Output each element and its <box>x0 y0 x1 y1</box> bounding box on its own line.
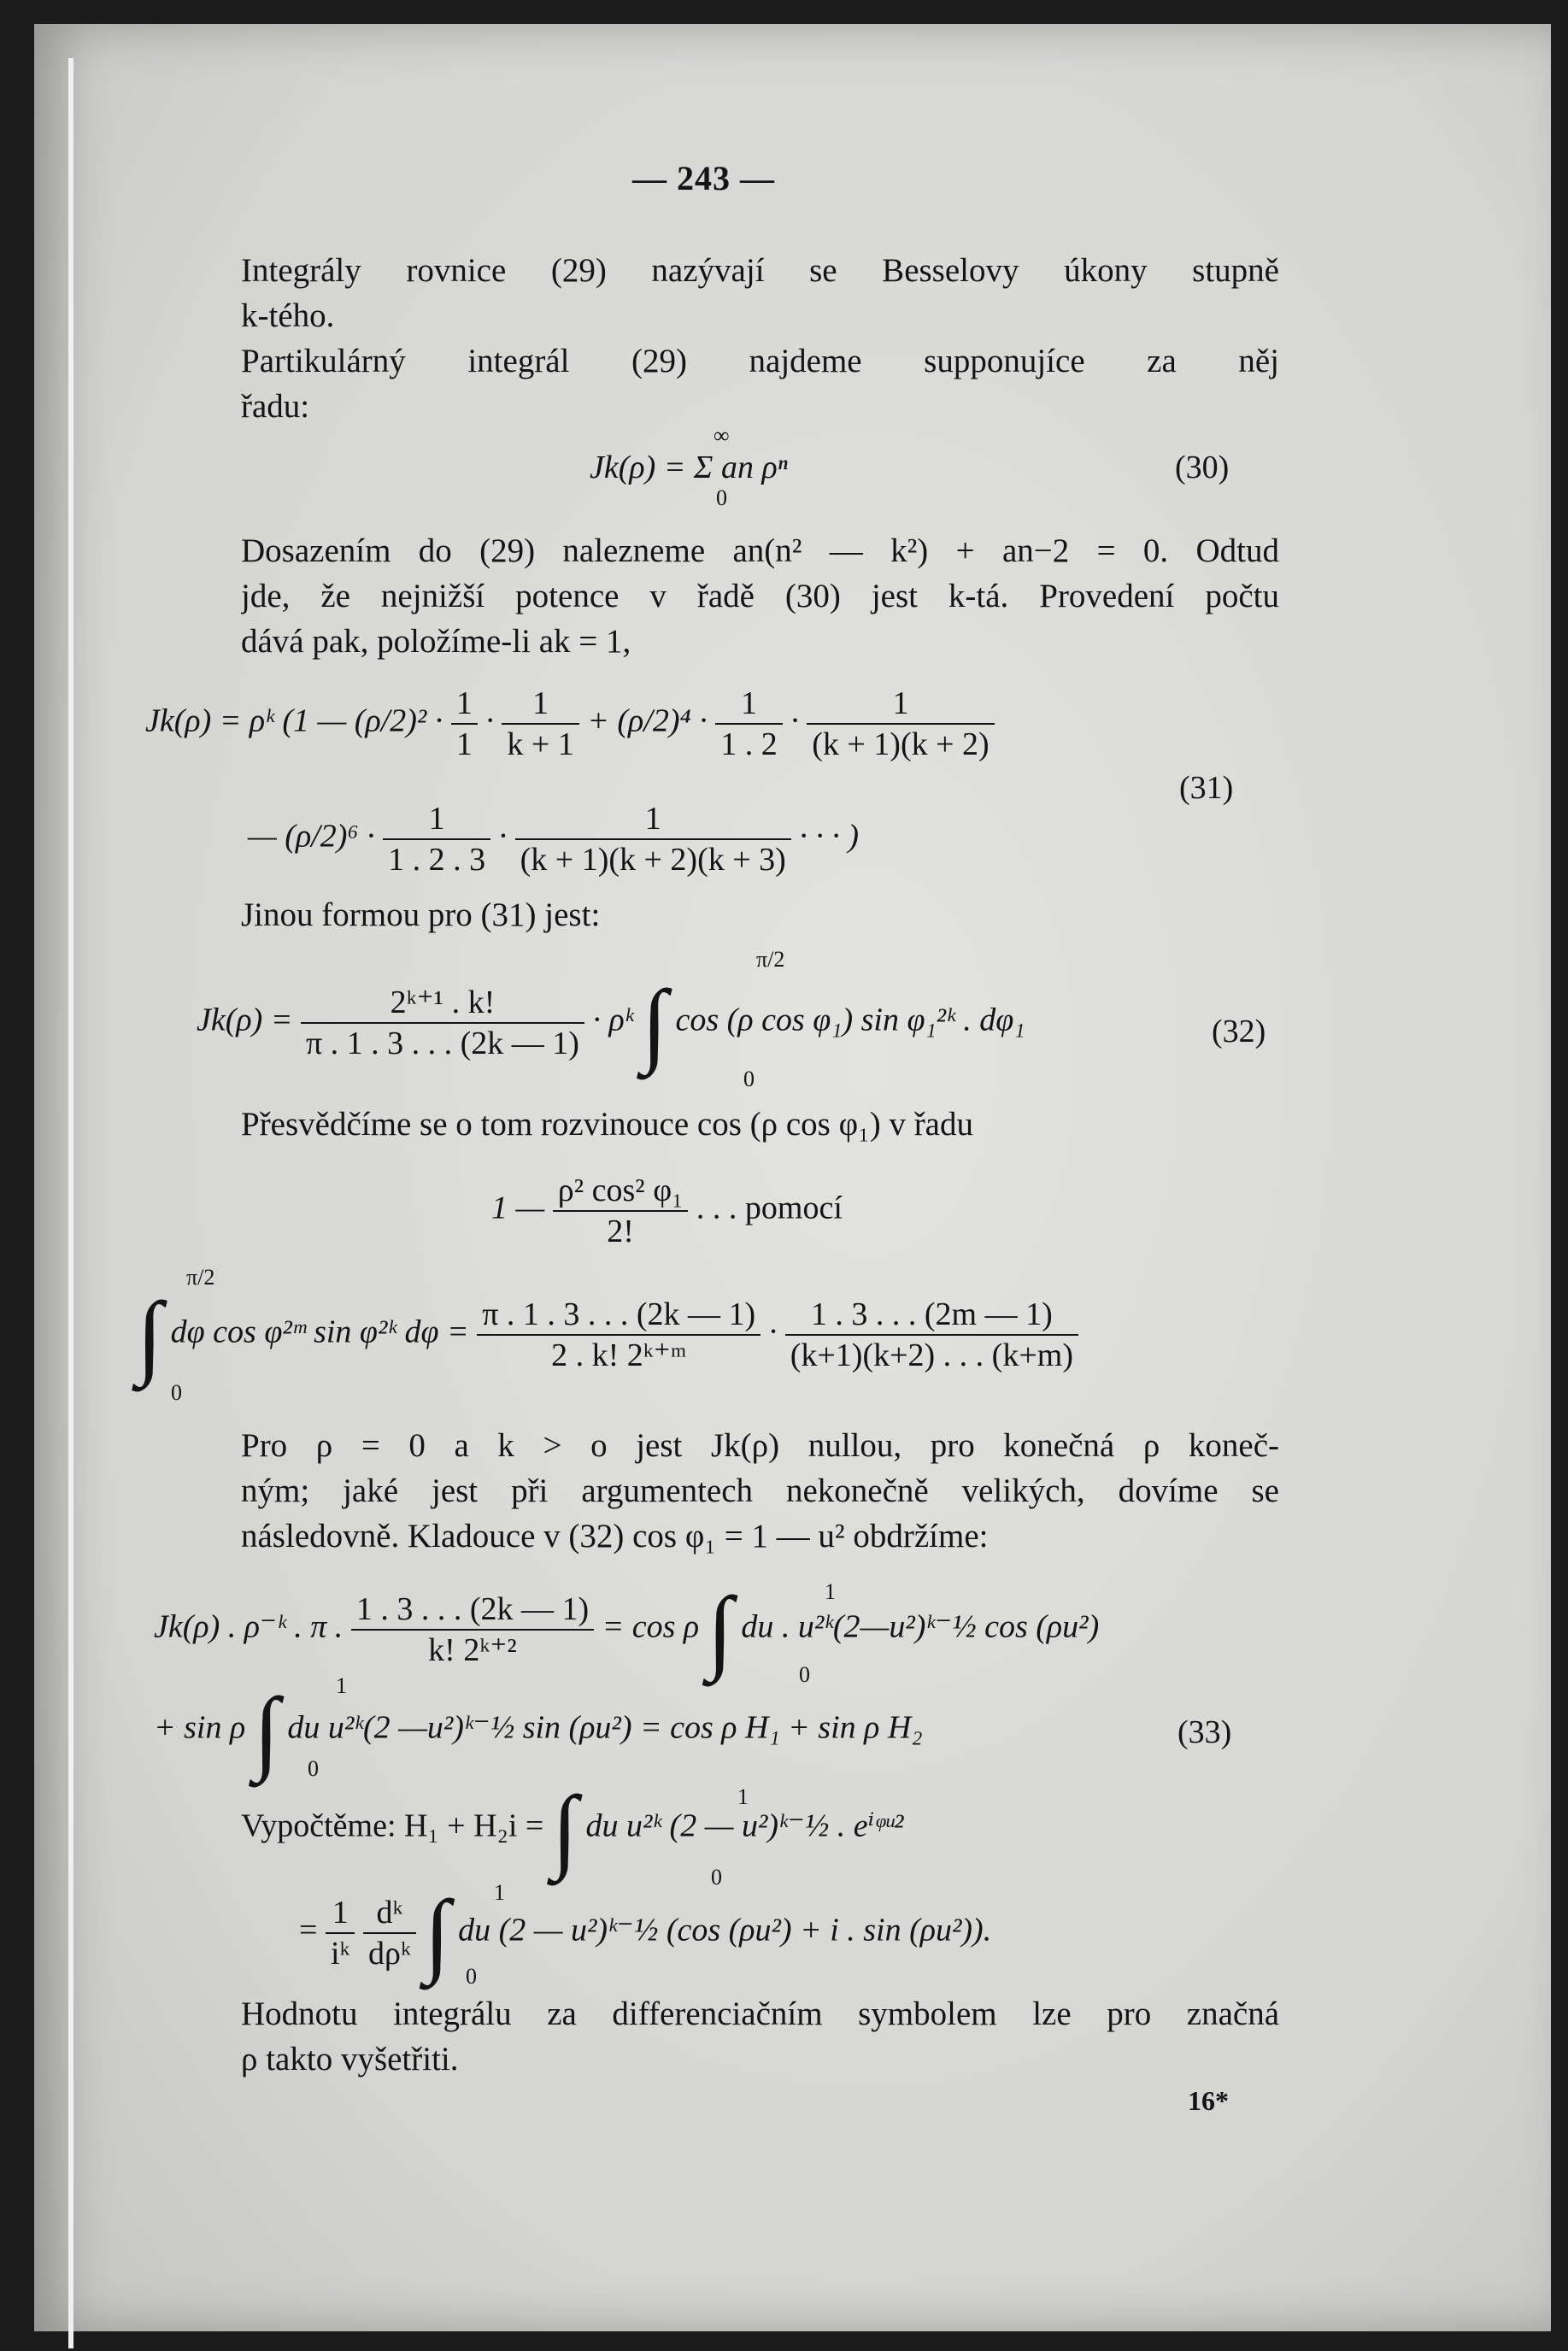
text-line: ným; jaké jest při argumentech nekonečně velikých, dovíme se <box>241 1472 1279 1509</box>
equation-number: (32) <box>1212 1014 1266 1049</box>
integral-upper-limit: π/2 <box>756 947 785 972</box>
numerator: 2ᵏ⁺¹ . k! <box>301 983 584 1024</box>
equation-lhs: Jk(ρ) = <box>197 1002 293 1038</box>
numerator: 1 <box>715 684 783 725</box>
numerator: 1 <box>515 799 791 840</box>
text-line: dává pak, položíme-li ak = 1, <box>241 623 631 660</box>
integral-lower-limit: 0 <box>743 1067 755 1091</box>
equation-term: · · · ) <box>799 818 859 855</box>
denominator: 1 <box>455 726 473 762</box>
integral-lower-limit: 0 <box>171 1380 182 1405</box>
integral-upper-limit: 1 <box>737 1784 749 1809</box>
fraction <box>383 799 490 879</box>
paragraph-another-form: Jinou formou pro (31) jest: <box>241 896 601 933</box>
equation-compute-h <box>241 1777 904 1881</box>
paragraph-limit-behaviour <box>241 1423 1279 1559</box>
equation-lhs: Jk(ρ) . ρ⁻ᵏ . π . <box>154 1608 344 1645</box>
fraction <box>301 983 584 1063</box>
denominator: 1 . 2 <box>720 726 778 762</box>
integral-upper-limit: 1 <box>825 1579 836 1604</box>
numerator: ρ² cos² φ₁ <box>553 1171 689 1212</box>
equation-term: — (ρ/2)⁶ · <box>248 818 375 855</box>
text-line: Partikulárný integrál (29) najdeme supponujíce za něj <box>241 343 1279 379</box>
numerator: 1 . 3 . . . (2k — 1) <box>351 1590 594 1631</box>
sum-upper-limit: ∞ <box>714 423 730 448</box>
page-edge <box>68 58 73 2348</box>
fraction <box>785 1295 1078 1375</box>
equation-number: (30) <box>1175 450 1230 485</box>
equation-term: 1 — <box>491 1190 545 1226</box>
denominator: k! 2ᵏ⁺² <box>428 1632 517 1668</box>
equation-number: (33) <box>1177 1714 1232 1750</box>
equation-body: Jk(ρ) = Σ an ρⁿ <box>590 450 788 485</box>
sum-lower-limit: 0 <box>716 485 727 510</box>
equation-term: + sin ρ <box>154 1709 246 1746</box>
series-expansion <box>491 1171 843 1251</box>
integral-formula: ∫ dφ cos φ²ᵐ sin φ²ᵏ dφ = $\frac{\pi . 1 . 3 . . . (2k — 1)}{\text{2 . k! 2ᵏ⁺ᵐ}}$ · $\frac{1 . 3 . . . (2m — 1)}{(k+1)(k+2) . . . (k+m)}$ <box>137 1295 1078 1375</box>
integral-lower-limit: 0 <box>799 1662 810 1687</box>
equation-33-line-1 <box>154 1578 1100 1682</box>
fraction <box>715 684 783 764</box>
text-line: Pro ρ = 0 a k > o jest Jk(ρ) nullou, pro konečná ρ koneč- <box>241 1427 1279 1464</box>
text-line: Integrály rovnice (29) nazývají se Besselovy úkony stupně <box>241 252 1279 289</box>
fraction <box>351 1590 594 1670</box>
integral-sign: ∫ <box>137 1283 163 1387</box>
numerator: 1 <box>451 684 478 725</box>
equation-term: (1 — (ρ/2)² · <box>282 702 443 739</box>
text-line: řadu: <box>241 388 310 425</box>
paragraph-conclusion <box>241 1991 1279 2082</box>
equation-term: · ρᵏ <box>592 1002 634 1038</box>
integral-upper-limit: 1 <box>336 1673 347 1698</box>
denominator: dρᵏ <box>367 1936 411 1972</box>
page-number: — 243 — <box>632 159 775 197</box>
numerator: π . 1 . 3 . . . (2k — 1) <box>477 1295 761 1336</box>
signature-mark: 16* <box>1188 2085 1229 2116</box>
integral-sign: ∫ <box>424 1881 450 1985</box>
equation-number: (31) <box>1179 770 1234 806</box>
numerator: 1 <box>383 799 490 840</box>
equation-30 <box>590 449 788 486</box>
denominator: (k + 1)(k + 2) <box>812 726 990 762</box>
numerator: 1 <box>502 684 578 725</box>
integral-sign: ∫ <box>707 1578 733 1682</box>
integrand: du u²ᵏ (2 — u²)ᵏ⁻½ . eⁱᵠᵘ² <box>585 1807 904 1844</box>
integral-sign: ∫ <box>253 1678 279 1783</box>
text-line: Hodnotu integrálu za differenciačním symbolem lze pro značná <box>241 1995 1279 2032</box>
denominator: 1 . 2 . 3 <box>388 842 486 878</box>
integrand: du u²ᵏ(2 —u²)ᵏ⁻½ sin (ρu²) = cos ρ H₁ + sin ρ H₂ <box>287 1709 923 1746</box>
paragraph-expansion: Přesvědčíme se o tom rozvinouce cos (ρ cos φ₁) v řadu <box>241 1106 973 1143</box>
denominator: 2! <box>607 1214 634 1249</box>
integral-lower-limit: 0 <box>711 1865 722 1890</box>
fraction <box>477 1295 761 1375</box>
integrand: du . u²ᵏ(2—u²)ᵏ⁻½ cos (ρu²) <box>741 1608 1100 1645</box>
integral-sign: ∫ <box>641 971 668 1075</box>
equation-term: = <box>299 1912 318 1948</box>
fraction <box>451 684 478 764</box>
integrand: dφ cos φ²ᵐ sin φ²ᵏ dφ = <box>170 1314 469 1350</box>
denominator: k + 1 <box>507 726 574 762</box>
equation-lhs: Vypočtěme: H₁ + H₂i = <box>241 1807 544 1844</box>
paragraph-bessel-definition <box>241 248 1279 338</box>
numerator: dᵏ <box>363 1893 416 1934</box>
equation-31-line-1: Jk(ρ) = ρᵏ (1 — (ρ/2)² · $\frac{1}{1}$ · $\frac{1}{k + 1}$ + (ρ/2)⁴ · $\frac{1}{1 . 2}$ · $\frac{1}{(k + 1)(k + 2)}$ <box>145 684 995 764</box>
integral-lower-limit: 0 <box>308 1756 319 1781</box>
equation-term: + (ρ/2)⁴ · <box>587 702 708 739</box>
equation-compute-h-line-2 <box>299 1881 992 1985</box>
integrand: du (2 — u²)ᵏ⁻½ (cos (ρu²) + i . sin (ρu²)). <box>458 1912 992 1948</box>
denominator: iᵏ <box>330 1936 350 1972</box>
text-line: jde, že nejnižší potence v řadě (30) jest k-tá. Provedení počtu <box>241 578 1279 614</box>
text-line: k-tého. <box>241 297 335 334</box>
numerator: 1 . 3 . . . (2m — 1) <box>785 1295 1078 1336</box>
equation-term: . . . pomocí <box>696 1190 843 1226</box>
fraction <box>326 1893 355 1973</box>
numerator: 1 <box>326 1893 355 1934</box>
text-line: následovně. Kladouce v (32) cos φ₁ = 1 — u² obdržíme: <box>241 1518 989 1555</box>
integrand: cos (ρ cos φ₁) sin φ₁²ᵏ . dφ₁ <box>675 1002 1025 1038</box>
fraction <box>515 799 791 879</box>
equation-lhs: Jk(ρ) = ρᵏ <box>145 702 274 739</box>
fraction <box>807 684 994 764</box>
equation-31-line-2: — (ρ/2)⁶ · $\frac{1}{1 . 2 . 3}$ · $\frac{1}{(k + 1)(k + 2)(k + 3)}$ · · · ) <box>248 801 859 878</box>
fraction <box>553 1171 689 1251</box>
paragraph-particular-integral <box>241 338 1279 429</box>
paragraph-substitution <box>241 528 1279 664</box>
fraction <box>363 1893 416 1973</box>
integral-lower-limit: 0 <box>466 1964 477 1989</box>
text-line: Dosazením do (29) nalezneme an(n² — k²) + an−2 = 0. Odtud <box>241 532 1279 569</box>
integral-sign: ∫ <box>551 1777 578 1881</box>
numerator: 1 <box>807 684 994 725</box>
text-line: ρ takto vyšetřiti. <box>241 2041 459 2078</box>
fraction <box>502 684 578 764</box>
equation-33-line-2 <box>154 1678 923 1783</box>
equation-term: = cos ρ <box>602 1608 700 1645</box>
denominator: (k + 1)(k + 2)(k + 3) <box>520 842 786 878</box>
denominator: π . 1 . 3 . . . (2k — 1) <box>305 1026 579 1061</box>
integral-upper-limit: 1 <box>494 1880 505 1905</box>
integral-upper-limit: π/2 <box>186 1265 215 1290</box>
denominator: 2 . k! 2ᵏ⁺ᵐ <box>551 1337 687 1373</box>
denominator: (k+1)(k+2) . . . (k+m) <box>790 1337 1073 1373</box>
equation-32 <box>197 971 1025 1075</box>
